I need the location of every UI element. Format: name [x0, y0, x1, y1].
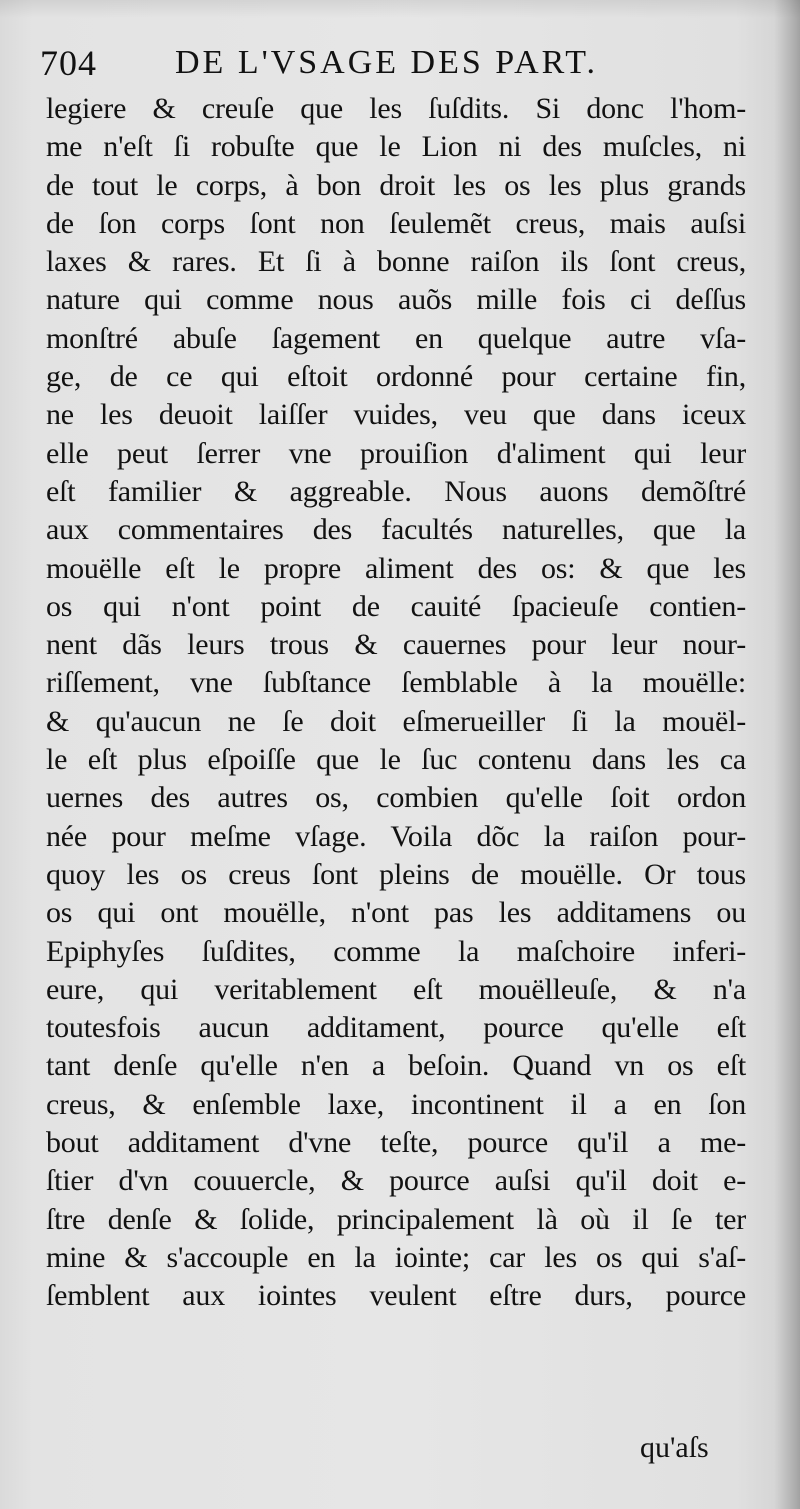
- text-line: uernes des autres os, combien qu'elle ſoit ordon: [46, 781, 746, 815]
- page-number: 704: [40, 43, 97, 83]
- text-line: le eſt plus eſpoiſſe que le ſuc contenu dans les ca: [46, 743, 746, 777]
- text-line: née pour meſme vſage. Voila dõc la raiſon pour-: [46, 819, 746, 853]
- text-line: mouëlle eſt le propre aliment des os: & que les: [46, 551, 746, 585]
- text-line: ſtre denſe & ſolide, principalement là où il ſe ter: [46, 1202, 746, 1236]
- text-line: ne les deuoit laiſſer vuides, veu que dans iceux: [46, 398, 746, 432]
- text-line: toutesfois aucun additament, pource qu'elle eſt: [46, 1011, 746, 1045]
- catchword: qu'aſs: [640, 1431, 709, 1464]
- page-top-edge: [0, 0, 800, 18]
- text-line: os qui ont mouëlle, n'ont pas les additamens ou: [46, 896, 746, 930]
- text-line: nent dãs leurs trous & cauernes pour leur nour-: [46, 628, 746, 662]
- text-line: nature qui comme nous auõs mille fois ci deſſus: [46, 283, 746, 317]
- running-head: DE L'VSAGE DES PART.: [175, 44, 599, 81]
- page-gutter-shadow: [774, 0, 800, 1509]
- text-line: legiere & creuſe que les ſuſdits. Si donc l'hom-: [46, 92, 746, 125]
- page-header: [40, 38, 720, 88]
- text-line: & qu'aucun ne ſe doit eſmerueiller ſi la mouël-: [46, 704, 746, 738]
- text-line: os qui n'ont point de cauité ſpacieuſe contien-: [46, 589, 746, 623]
- text-line: ſtier d'vn couuercle, & pource auſsi qu'il doit e-: [46, 1164, 746, 1198]
- text-line: riſſement, vne ſubſtance ſemblable à la mouëlle:: [46, 666, 746, 700]
- text-line: ge, de ce qui eſtoit ordonné pour certaine fin,: [46, 360, 746, 394]
- text-line: eure, qui veritablement eſt mouëlleuſe, & n'a: [46, 972, 746, 1006]
- text-line: eſt familier & aggreable. Nous auons demõſtré: [46, 474, 746, 508]
- text-line: de tout le corps, à bon droit les os les plus grands: [46, 168, 746, 202]
- text-line: aux commentaires des facultés naturelles, que la: [46, 513, 746, 547]
- text-line: ſemblent aux iointes veulent eſtre durs, pource: [46, 1279, 746, 1313]
- text-line: laxes & rares. Et ſi à bonne raiſon ils ſont creus,: [46, 245, 746, 279]
- text-line: monſtré abuſe ſagement en quelque autre vſa-: [46, 321, 746, 355]
- text-line: me n'eſt ſi robuſte que le Lion ni des muſcles, ni: [46, 130, 746, 164]
- body-text: [46, 90, 746, 1316]
- text-line: de ſon corps ſont non ſeulemẽt creus, mais auſsi: [46, 206, 746, 240]
- text-line: quoy les os creus ſont pleins de mouëlle. Or tous: [46, 857, 746, 891]
- text-line: creus, & enſemble laxe, incontinent il a en ſon: [46, 1087, 746, 1121]
- text-line: elle peut ſerrer vne prouiſion d'aliment qui leur: [46, 436, 746, 470]
- text-line: Epiphyſes ſuſdites, comme la maſchoire inferi-: [46, 934, 746, 968]
- text-line: tant denſe qu'elle n'en a beſoin. Quand vn os eſt: [46, 1049, 746, 1083]
- text-line: bout additament d'vne teſte, pource qu'il a me-: [46, 1126, 746, 1160]
- text-line: mine & s'accouple en la iointe; car les os qui s'aſ-: [46, 1240, 746, 1274]
